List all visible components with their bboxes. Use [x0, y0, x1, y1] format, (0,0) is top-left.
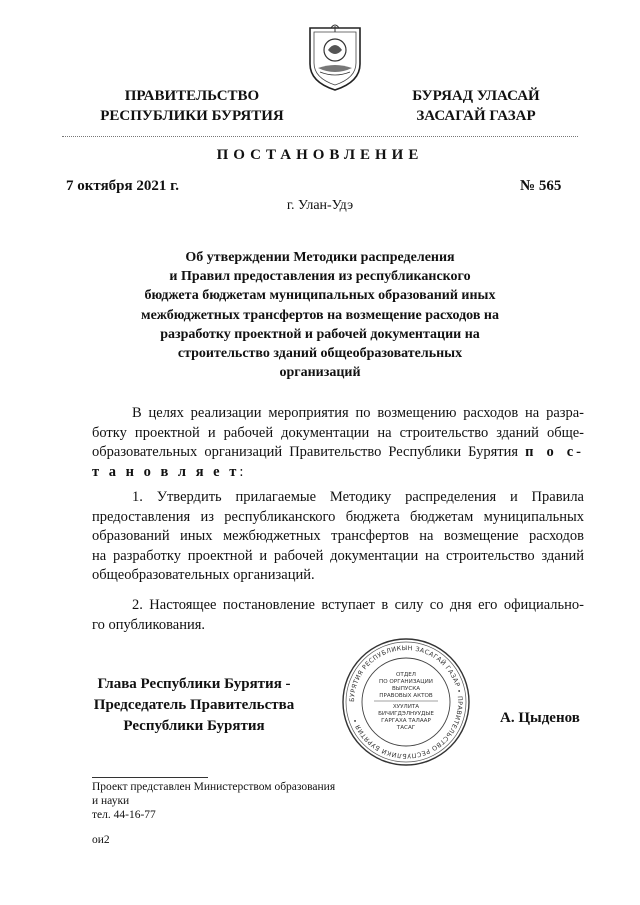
signatory-line: Председатель Правительства [93, 697, 295, 713]
document-title [120, 248, 520, 382]
header-left [72, 86, 312, 126]
stamp-center-line: ТАСАГ [396, 725, 416, 731]
title-line: Об утверждении Методики распределения [185, 250, 455, 265]
signatory-name: А. Цыденов [500, 710, 580, 726]
document-number: № 565 [520, 178, 562, 194]
footer-line: и науки [92, 795, 130, 807]
paragraph-line: 2. Настоящее постановление вступает в силу со дня его официально- [132, 597, 584, 613]
paragraph-line [92, 443, 584, 463]
signatory-line: Глава Республики Бурятия - [97, 676, 291, 692]
header-divider [62, 136, 578, 137]
stamp-center-line: ВЫПУСКА [391, 686, 421, 692]
signatory-title [88, 674, 300, 737]
spaced-keyword: п о с- [525, 444, 585, 460]
paragraph-item-1 [92, 488, 584, 586]
stamp-center-line: БИЧИГДЭЛНУУДЫЕ [378, 711, 434, 717]
spaced-keyword: т а н о в л я е т [92, 463, 240, 480]
signatory-line: Республики Бурятия [123, 718, 265, 734]
header-right-line2: ЗАСАГАЙ ГАЗАР [416, 108, 536, 124]
title-line: межбюджетных трансфертов на возмещение расходов на [141, 307, 499, 323]
stamp-ring-text: БУРЯТИЯ РЕСПУБЛИКЫН ЗАСАГАЙ ГАЗАР • ПРАВИТЕЛЬСТВО РЕСПУБЛИКИ БУРЯТИЯ • [348, 644, 464, 760]
title-line: организаций [279, 365, 361, 381]
paragraph-line: го опубликования. [92, 616, 206, 633]
coat-of-arms-emblem [302, 20, 368, 92]
stamp-center-line: ОТДЕЛ [396, 672, 416, 678]
paragraph-item-2 [92, 596, 584, 635]
paragraph-line: на разработку проектной и рабочей документации на строительство зданий [92, 547, 584, 564]
paragraph-line [92, 463, 584, 483]
header-right [386, 86, 566, 126]
stamp-center-line: ПО ОРГАНИЗАЦИИ [379, 679, 433, 685]
title-line: строительство зданий общеобразовательных [177, 346, 463, 362]
stamp-center-line: ХУУЛИТА [392, 704, 420, 710]
footer-code: ои2 [92, 834, 110, 846]
header-left-line2: РЕСПУБЛИКИ БУРЯТИЯ [100, 108, 284, 124]
document-date: 7 октября 2021 г. [66, 178, 180, 194]
svg-text:БУРЯТИЯ РЕСПУБЛИКЫН ЗАСАГАЙ ГА [349, 645, 463, 759]
paragraph-text: образовательных организаций Правительство Республики Бурятия [92, 444, 526, 460]
footer-line: Проект представлен Министерством образования [92, 781, 336, 793]
paragraph-line: предоставления из республиканского бюджета бюджетам муниципальных [92, 508, 584, 525]
header-right-line1: БУРЯАД УЛАСАЙ [412, 88, 540, 104]
paragraph-line: В целях реализации мероприятия по возмещению расходов на разра- [132, 405, 584, 421]
official-stamp [340, 636, 472, 768]
footer-note [92, 780, 335, 822]
paragraph-line: образований иных межбюджетных трансфертов на возмещение расходов [92, 528, 584, 544]
stamp-center-line: ГАРГАХА ТАЛААР [381, 718, 431, 724]
title-line: бюджета бюджетам муниципальных образований иных [144, 288, 496, 304]
title-line: разработку проектной и рабочей документации на [160, 326, 480, 342]
paragraph-text: : [239, 463, 244, 480]
header-left-line1: ПРАВИТЕЛЬСТВО [124, 88, 260, 104]
paragraph-line: общеобразовательных организаций. [92, 567, 315, 583]
paragraph-line: 1. Утвердить прилагаемые Методику распределения и Правила [132, 489, 584, 505]
footer-rule [92, 777, 208, 778]
title-line: и Правил предоставления из республиканского [169, 269, 471, 285]
document-type: ПОСТАНОВЛЕНИЕ [216, 147, 424, 163]
footer-phone: тел. 44-16-77 [92, 809, 156, 821]
paragraph-line: ботку проектной и рабочей документации на строительство зданий обще- [92, 424, 584, 441]
stamp-center-line: ПРАВОВЫХ АКТОВ [379, 693, 433, 699]
paragraph-preamble [92, 404, 584, 482]
document-city: г. Улан-Удэ [286, 198, 354, 213]
